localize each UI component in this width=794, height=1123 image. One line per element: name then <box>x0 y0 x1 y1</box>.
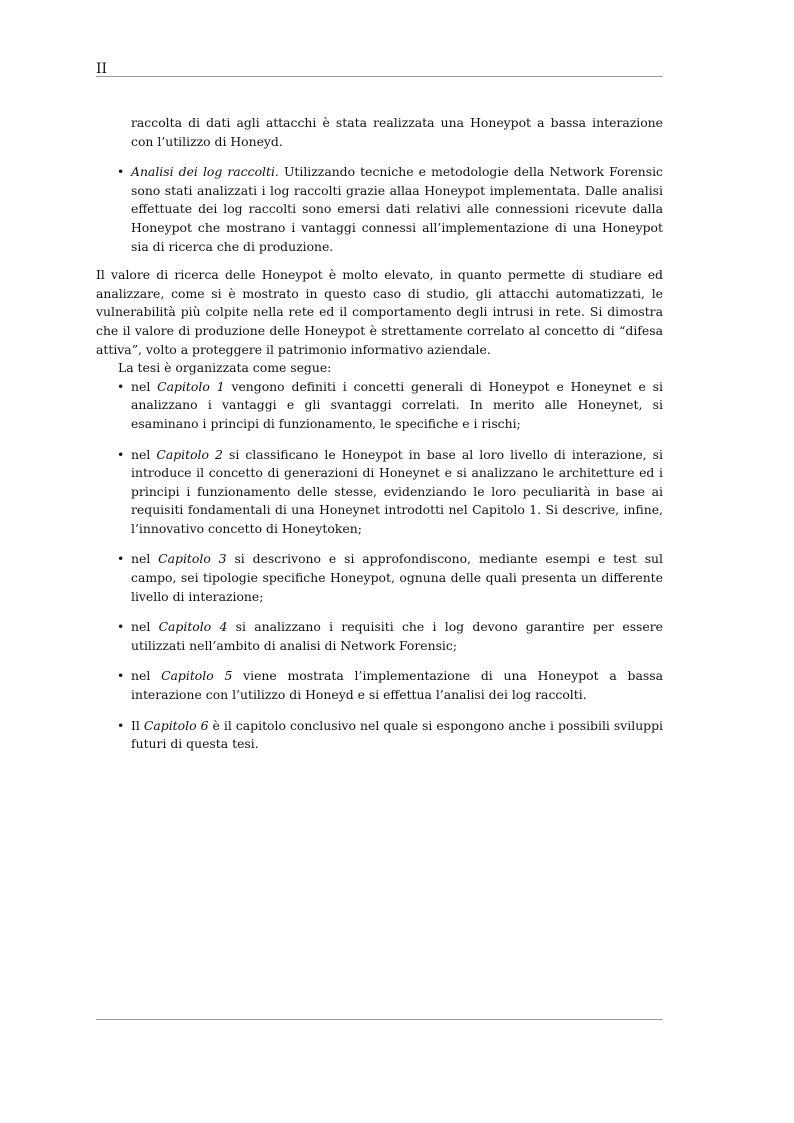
list-item <box>96 446 663 539</box>
bullet-icon: • <box>117 551 125 567</box>
list-item <box>96 163 663 256</box>
bullet-icon: • <box>117 717 125 733</box>
page-number: II <box>96 61 108 77</box>
footer-rule <box>96 1019 663 1020</box>
list-item <box>96 618 663 655</box>
bullet-icon: • <box>117 164 125 180</box>
item-text: si analizzano i requisiti che i log devono garantire per essere utilizzati nell’ambito di analisi di Network Forensic; <box>131 619 664 653</box>
chapter-ref: Capitolo 5 <box>161 668 233 684</box>
item-title: Analisi dei log raccolti. <box>131 164 279 180</box>
item-pre: nel <box>131 378 158 394</box>
paragraph: Il valore di ricerca delle Honeypot è molto elevato, in quanto permette di studiare ed analizzare, come si è mostrato in questo caso di studio, gli attacchi automatizzati, le vulnerabilità più colpite nella rete ed il comportamento degli intrusi in rete. Si dimostra che il valore di produzione delle Honeypot è strettamente correlato al concetto di “difesa attiva”, volto a proteggere il patrimonio informativo aziendale. <box>96 267 663 357</box>
bullet-icon: • <box>117 378 125 394</box>
list-item <box>96 667 663 704</box>
chapter-list <box>96 378 663 754</box>
header-rule <box>96 76 663 77</box>
item-pre: nel <box>131 619 159 635</box>
page-body <box>96 114 663 754</box>
item-pre: nel <box>131 446 157 462</box>
item-text: Utilizzando tecniche e metodologie della Network Forensic sono stati analizzati i log raccolti grazie allaa Honeypot implementata. Dalle analisi effettuate dei log raccolti sono emersi dati relativi alle connessioni ricevute dalla Honeypot che mostrano i vantaggi connessi all’implementazione di una Honeypot sia di ricerca che di produzione. <box>131 164 663 254</box>
item-text: vengono definiti i concetti generali di Honeypot e Honeynet e si analizzano i vantaggi e gli svantaggi correlati. In merito alle Honeynet, si esaminano i principi di funzionamento, le specifiche e i rischi; <box>131 378 663 431</box>
chapter-ref: Capitolo 1 <box>157 378 225 394</box>
item-text: si classificano le Honeypot in base al loro livello di interazione, si introduce il concetto di generazioni di Honeynet e si analizzano le architetture ed i principi i funzionamento delle stesse, evidenziando le loro peculiarità in base ai requisiti fondamentali di una Honeynet introdotti nel Capitolo 1. Si descrive, infine, l’innovativo concetto di Honeytoken; <box>131 446 663 536</box>
list-item <box>96 550 663 606</box>
contributions-list <box>96 163 663 256</box>
paragraph: La tesi è organizzata come segue: <box>118 360 332 376</box>
item-text: viene mostrata l’implementazione di una Honeypot a bassa interazione con l’utilizzo di Honeyd e si effettua l’analisi dei log raccolti. <box>131 668 663 703</box>
item-pre: Il <box>131 717 144 733</box>
item-pre: nel <box>131 668 162 684</box>
chapter-ref: Capitolo 4 <box>158 619 228 635</box>
list-item <box>96 717 663 754</box>
list-item <box>96 378 663 434</box>
item-text: è il capitolo conclusivo nel quale si espongono anche i possibili sviluppi futuri di questa tesi. <box>131 717 663 752</box>
item-pre: nel <box>131 551 159 567</box>
list-continuation: raccolta di dati agli attacchi è stata realizzata una Honeypot a bassa interazione con l’utilizzo di Honeyd. <box>131 115 663 149</box>
chapter-ref: Capitolo 6 <box>143 717 209 733</box>
bullet-icon: • <box>117 619 125 635</box>
item-text: si descrivono e si approfondiscono, mediante esempi e test sul campo, sei tipologie specifiche Honeypot, ognuna delle quali presenta un differente livello di interazione; <box>131 551 663 604</box>
chapter-ref: Capitolo 2 <box>156 446 223 462</box>
bullet-icon: • <box>117 668 125 684</box>
chapter-ref: Capitolo 3 <box>158 551 227 567</box>
bullet-icon: • <box>117 446 125 462</box>
page-header <box>96 58 663 77</box>
